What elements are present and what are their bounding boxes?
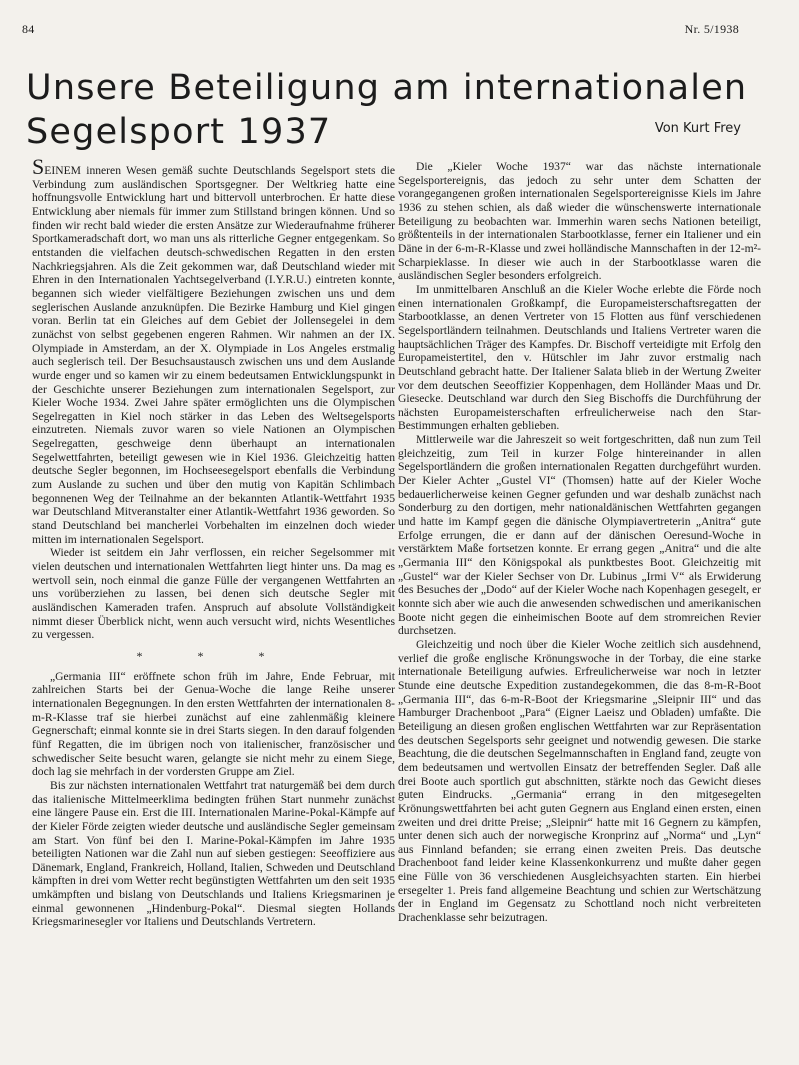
paragraph: Die „Kieler Woche 1937“ war das nächste internationale Segelsportereignis, das jedoch zu sehr unter dem Schatten der vorangegangenen großen internationalen Segelsportereignisse Kiels im Jahre 1936 zu stehen schien, als daß wieder die wünschenswerte internationale Beteiligung zu beobachten war. Immerhin waren sechs Nationen beteiligt, größtenteils in der internationalen Starbootklasse, ferner ein Italiener und ein Däne in der 6-m-R-Klasse und zwei holländische Mannschaften in der 12-m²-Scharpieklasse. In dieser wie auch in der Starbootklasse waren die ausländischen Segler besonders erfolgreich. — [398, 160, 761, 283]
author-byline: Von Kurt Frey — [654, 121, 741, 136]
issue-number: Nr. 5/1938 — [684, 22, 739, 36]
drop-cap: S — [32, 154, 45, 179]
paragraph-text: EINEM inneren Wesen gemäß suchte Deutschlands Segelsport stets die Verbindung zum ausländischen Sportsgegner. Der Weltkrieg hatte eine hoffnungsvolle Entwicklung hart und bittervoll unterbrochen. Er hatte diese Entwicklung aber niemals für immer zum Stillstand bringen können. Und so finden wir recht bald wieder die ersten Ansätze zur Wiederaufnahme früherer Sportkameradschaft dort, wo man uns als ritterliche Gegner entgegenkam. So entstanden die vielfachen deutsch-schwedischen Regatten in den ersten Nachkriegsjahren. Als die Zeit gekommen war, daß Deutschland wieder mit Ehren in den Internationalen Yachtsegelverband (I.Y.R.U.) eintreten konnte, begannen sich wieder vielfältigere Beziehungen zwischen uns und dem seglerischen Auslande anzuknüpfen. Die Bezirke Hamburg und Kiel gingen voran. Berlin tat ein Gleiches auf dem Gebiet der Jollensegelei in dem zunächst von selbst gegebenen engeren Rahmen. Wir nahmen an der IX. Olympiade in Amsterdam, an der X. Olympiade in Los Angeles erstmalig auch seglerisch teil. Der Besuchsaustausch zwischen uns und dem Auslande wurde enger und so kamen wir zu einem bedeutsamen Entwicklungspunkt in der Geschichte unserer Beziehungen zum internationalen Segelsport, zur Kieler Woche 1934. Zwei Jahre später ermöglichten uns die Olympischen Segelregatten in Kiel noch stärker in das Leben des Weltsegelsports einzutreten. Niemals zuvor waren so viele Nationen an Olympischen Segelregatten, geschweige denn überhaupt an internationalen Segelwettfahrten, beteiligt gewesen wie in Kiel 1936. Gleichzeitig hatten deutsche Segler begonnen, im Hochseesegelsport ebenfalls die Verbindung zum Auslande zu suchen und über den mutig von Kapitän Schlimbach begonnenen Weg der Teilnahme an der bekannten Atlantik-Wettfahrt 1935 war Deutschland Mitveranstalter einer Atlantik-Wettfahrt 1936 geworden. So stand Deutschland bei mancherlei Vorbehalten im einzelnen doch wieder mitten im internationalen Segelsport. — [32, 164, 395, 546]
paragraph: „Germania III“ eröffnete schon früh im Jahre, Ende Februar, mit zahlreichen Starts bei der Genua-Woche die lange Reihe unserer internationalen Begegnungen. In den ersten Wettfahrten der internationalen 8-m-R-Klasse traf sie hierbei zunächst auf eine zahlenmäßig kleinere Gegnerschaft; einmal konnte sie in drei Starts siegen. In den darauf folgenden fünf Regatten, die im übrigen noch von italienischer, französischer und schwedischer Seite besucht waren, gelangte sie nicht mehr zu einem Siege, doch lag sie mehrfach in der vordersten Gruppe am Ziel. — [32, 669, 395, 779]
article-title-line-1: Unsere Beteiligung am internationalen — [26, 68, 748, 108]
paragraph: Gleichzeitig und noch über die Kieler Woche zeitlich sich ausdehnend, verlief die große englische Krönungswoche in der Torbay, die eine starke internationale Beteiligung aufwies. Erfreulicherweise war noch in letzter Stunde eine deutsche Expedition zustandegekommen, die das 8-m-R-Boot „Germania III“, das 6-m-R-Boot der Kriegsmarine „Sleipnir III“ und das Hamburger Drachenboot „Para“ (Eigner Laeisz und Obladen) umfaßte. Die Beteiligung an diesen großen englischen Wettfahrten war zur Repräsentation des deutschen Segelsports sehr geeignet und notwendig gewesen. Die starke Beachtung, die die deutschen Segelmannschaften in England fand, zeugte von dem bedeutsamen und wertvollen Einsatz der betreffenden Segler. Daß alle drei Boote auch sportlich gut abschnitten, stärkte noch das Gewicht dieses guten Eindrucks. „Germania“ errang in den mitgesegelten Krönungswettfahrten bei acht guten Gegnern aus England einen ersten, einen zweiten und drei dritte Preise; „Sleipnir“ hatte mit 16 Gegnern zu kämpfen, unter denen sich auch der norwegische Kronprinz auf „Norma“ und „Lyn“ aus Finnland befanden; sie errang einen zweiten Preis. Das deutsche Drachenboot fand leider keine Klassenkonkurrenz und mußte daher gegen eine Fülle von 36 verschiedenen Ausgleichsyachten starten. Ein hierbei ersegelter 1. Preis fand allgemeine Beachtung und schien zur Wertschätzung der in England im Gegensatz zu Schottland noch nicht verbreiteten Drachenklasse sehr beizutragen. — [398, 637, 761, 925]
paragraph: Bis zur nächsten internationalen Wettfahrt trat naturgemäß bei dem durch das italienische Mittelmeerklima bedingten frühen Start nunmehr zunächst eine längere Pause ein. Erst die III. Internationalen Marine-Pokal-Kämpfe auf der Kieler Förde zeigten wieder deutsche und ausländische Segler gemeinsam am Start. Von fünf bei den I. Marine-Pokal-Kämpfen im Jahre 1935 beteiligten Nationen war die Zahl nun auf sieben gestiegen: Seeoffiziere aus Dänemark, England, Frankreich, Holland, Italien, Schweden und Deutschland kämpften in drei vom Wetter recht begünstigten Wettfahrten um den seit 1935 umkämpften und bislang von Deutschlands und Italiens Kriegsmarinen je einmal gewonnenen „Hindenburg-Pokal“. Diesmal siegten Hollands Kriegsmarinesegler vor Italiens und Deutschlands Vertretern. — [32, 778, 395, 929]
article-title-line-2: Segelsport 1937 — [26, 112, 332, 152]
right-column — [398, 160, 761, 925]
section-separator: * * * — [136, 648, 291, 663]
article-title — [26, 66, 766, 154]
paragraph: Im unmittelbaren Anschluß an die Kieler Woche erlebte die Förde noch einen internationalen Großkampf, die Europameisterschaftsregatten der Starbootklasse, an denen Vertreter von 15 Flotten aus fünf verschiedenen Segelsportländern teilnahmen. Deutschlands und Italiens Vertreter waren die hauptsächlichen Träger des Kampfes. Dr. Bischoff verteidigte mit Erfolg den Europameistertitel, den v. Hütschler im Jahr zuvor erstmalig nach Deutschland gebracht hatte. Der Italiener Salata blieb in der Wertung Zweiter vor dem deutschen Seeoffizier Koppenhagen, dem Holländer Maas und Dr. Giesecke. Deutschland war durch den Sieg Bischoffs die Durchführung der nächsten Europameisterschaften erfreulicherweise nach den Star-Bestimmungen erhalten geblieben. — [398, 282, 761, 433]
paragraph: Mittlerweile war die Jahreszeit so weit fortgeschritten, daß nun zum Teil gleichzeitig, zum Teil in kurzer Folge hintereinander in allen Segelsportländern die großen internationalen Regatten durchgeführt wurden. Der Kieler Achter „Gustel VI“ (Thomsen) hatte auf der Kieler Woche bedauerlicherweise keinen Gegner gefunden und war deshalb zunächst nach Sonderburg zu den dortigen, mehr nationaldänischen Wettfahrten gegangen und hatte im Kampf gegen die dänische Olympiavertreterin „Anitra“ gute Erfolge errungen, die er dann auf der dänischen Oeresund-Woche in verstärktem Maße fortsetzen konnte. Er errang gegen „Anitra“ und die alte „Germania III“ den Königspokal als punktbestes Boot. Gleichzeitig mit „Gustel“ war der Kieler Sechser von Dr. Lubinus „Irmi V“ als Erwiderung des Besuches der „Dodo“ auf der Kieler Woche nach Kopenhagen gesegelt, er konnte sich aber wie auch die anwesenden schwedischen und amerikanischen Boote nicht gegen die einheimischen Boote auf dem stromreichen Revier durchsetzen. — [398, 433, 761, 638]
left-column — [32, 154, 395, 929]
page-number: 84 — [22, 22, 35, 36]
paragraph — [32, 154, 395, 546]
paragraph: Wieder ist seitdem ein Jahr verflossen, ein reicher Segelsommer mit vielen deutschen und internationalen Wettfahrten liegt hinter uns. Da mag es wertvoll sein, noch einmal die ganze Fülle der vergangenen Wettfahrten an uns vorüberziehen zu lassen, bei denen sich deutsche Segler mit ausländischen Kameraden trafen. Anspruch auf absolute Vollständigkeit nimmt dieser Überblick nicht, wenn auch versucht wird, nichts Wesentliches zu vergessen. — [32, 546, 395, 642]
